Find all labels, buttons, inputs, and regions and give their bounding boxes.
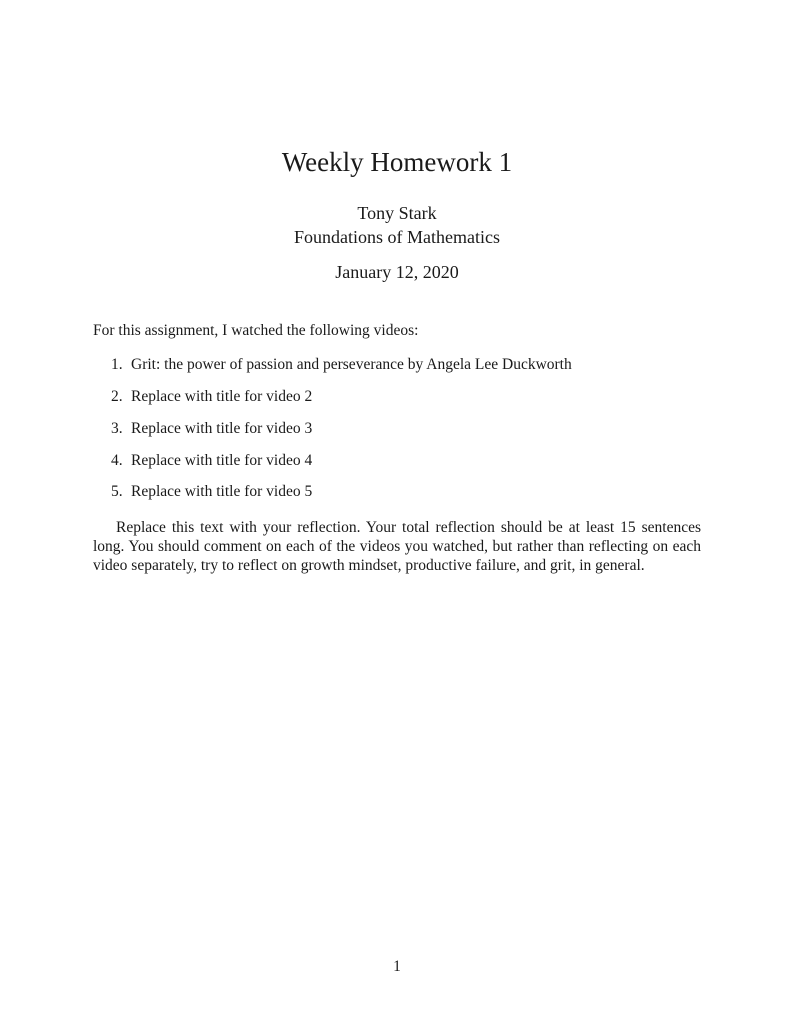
list-number: 2. (111, 388, 123, 405)
document-date: January 12, 2020 (335, 262, 459, 282)
video-title: Grit: the power of passion and perseverance by Angela Lee Duckworth (131, 356, 572, 373)
author-name: Tony Stark (357, 203, 437, 223)
list-number: 1. (111, 356, 123, 373)
reflection-paragraph: Replace this text with your reflection. Your total reflection should be at least 15 sentences long. You should comment on each of the videos you watched, but rather than reflecting on each video separately, try to reflect on growth mindset, productive failure, and grit, in general. (93, 519, 701, 575)
video-title: Replace with title for video 5 (131, 483, 313, 500)
list-number: 3. (111, 420, 123, 437)
list-number: 5. (111, 483, 123, 500)
course-name: Foundations of Mathematics (294, 227, 500, 247)
author-block (0, 201, 794, 249)
intro-paragraph: For this assignment, I watched the following videos: (93, 322, 419, 339)
page-number: 1 (393, 958, 401, 975)
list-number: 4. (111, 452, 123, 469)
video-title: Replace with title for video 4 (131, 452, 313, 469)
video-title: Replace with title for video 3 (131, 420, 313, 437)
video-title: Replace with title for video 2 (131, 388, 313, 405)
document-title: Weekly Homework 1 (281, 147, 513, 177)
